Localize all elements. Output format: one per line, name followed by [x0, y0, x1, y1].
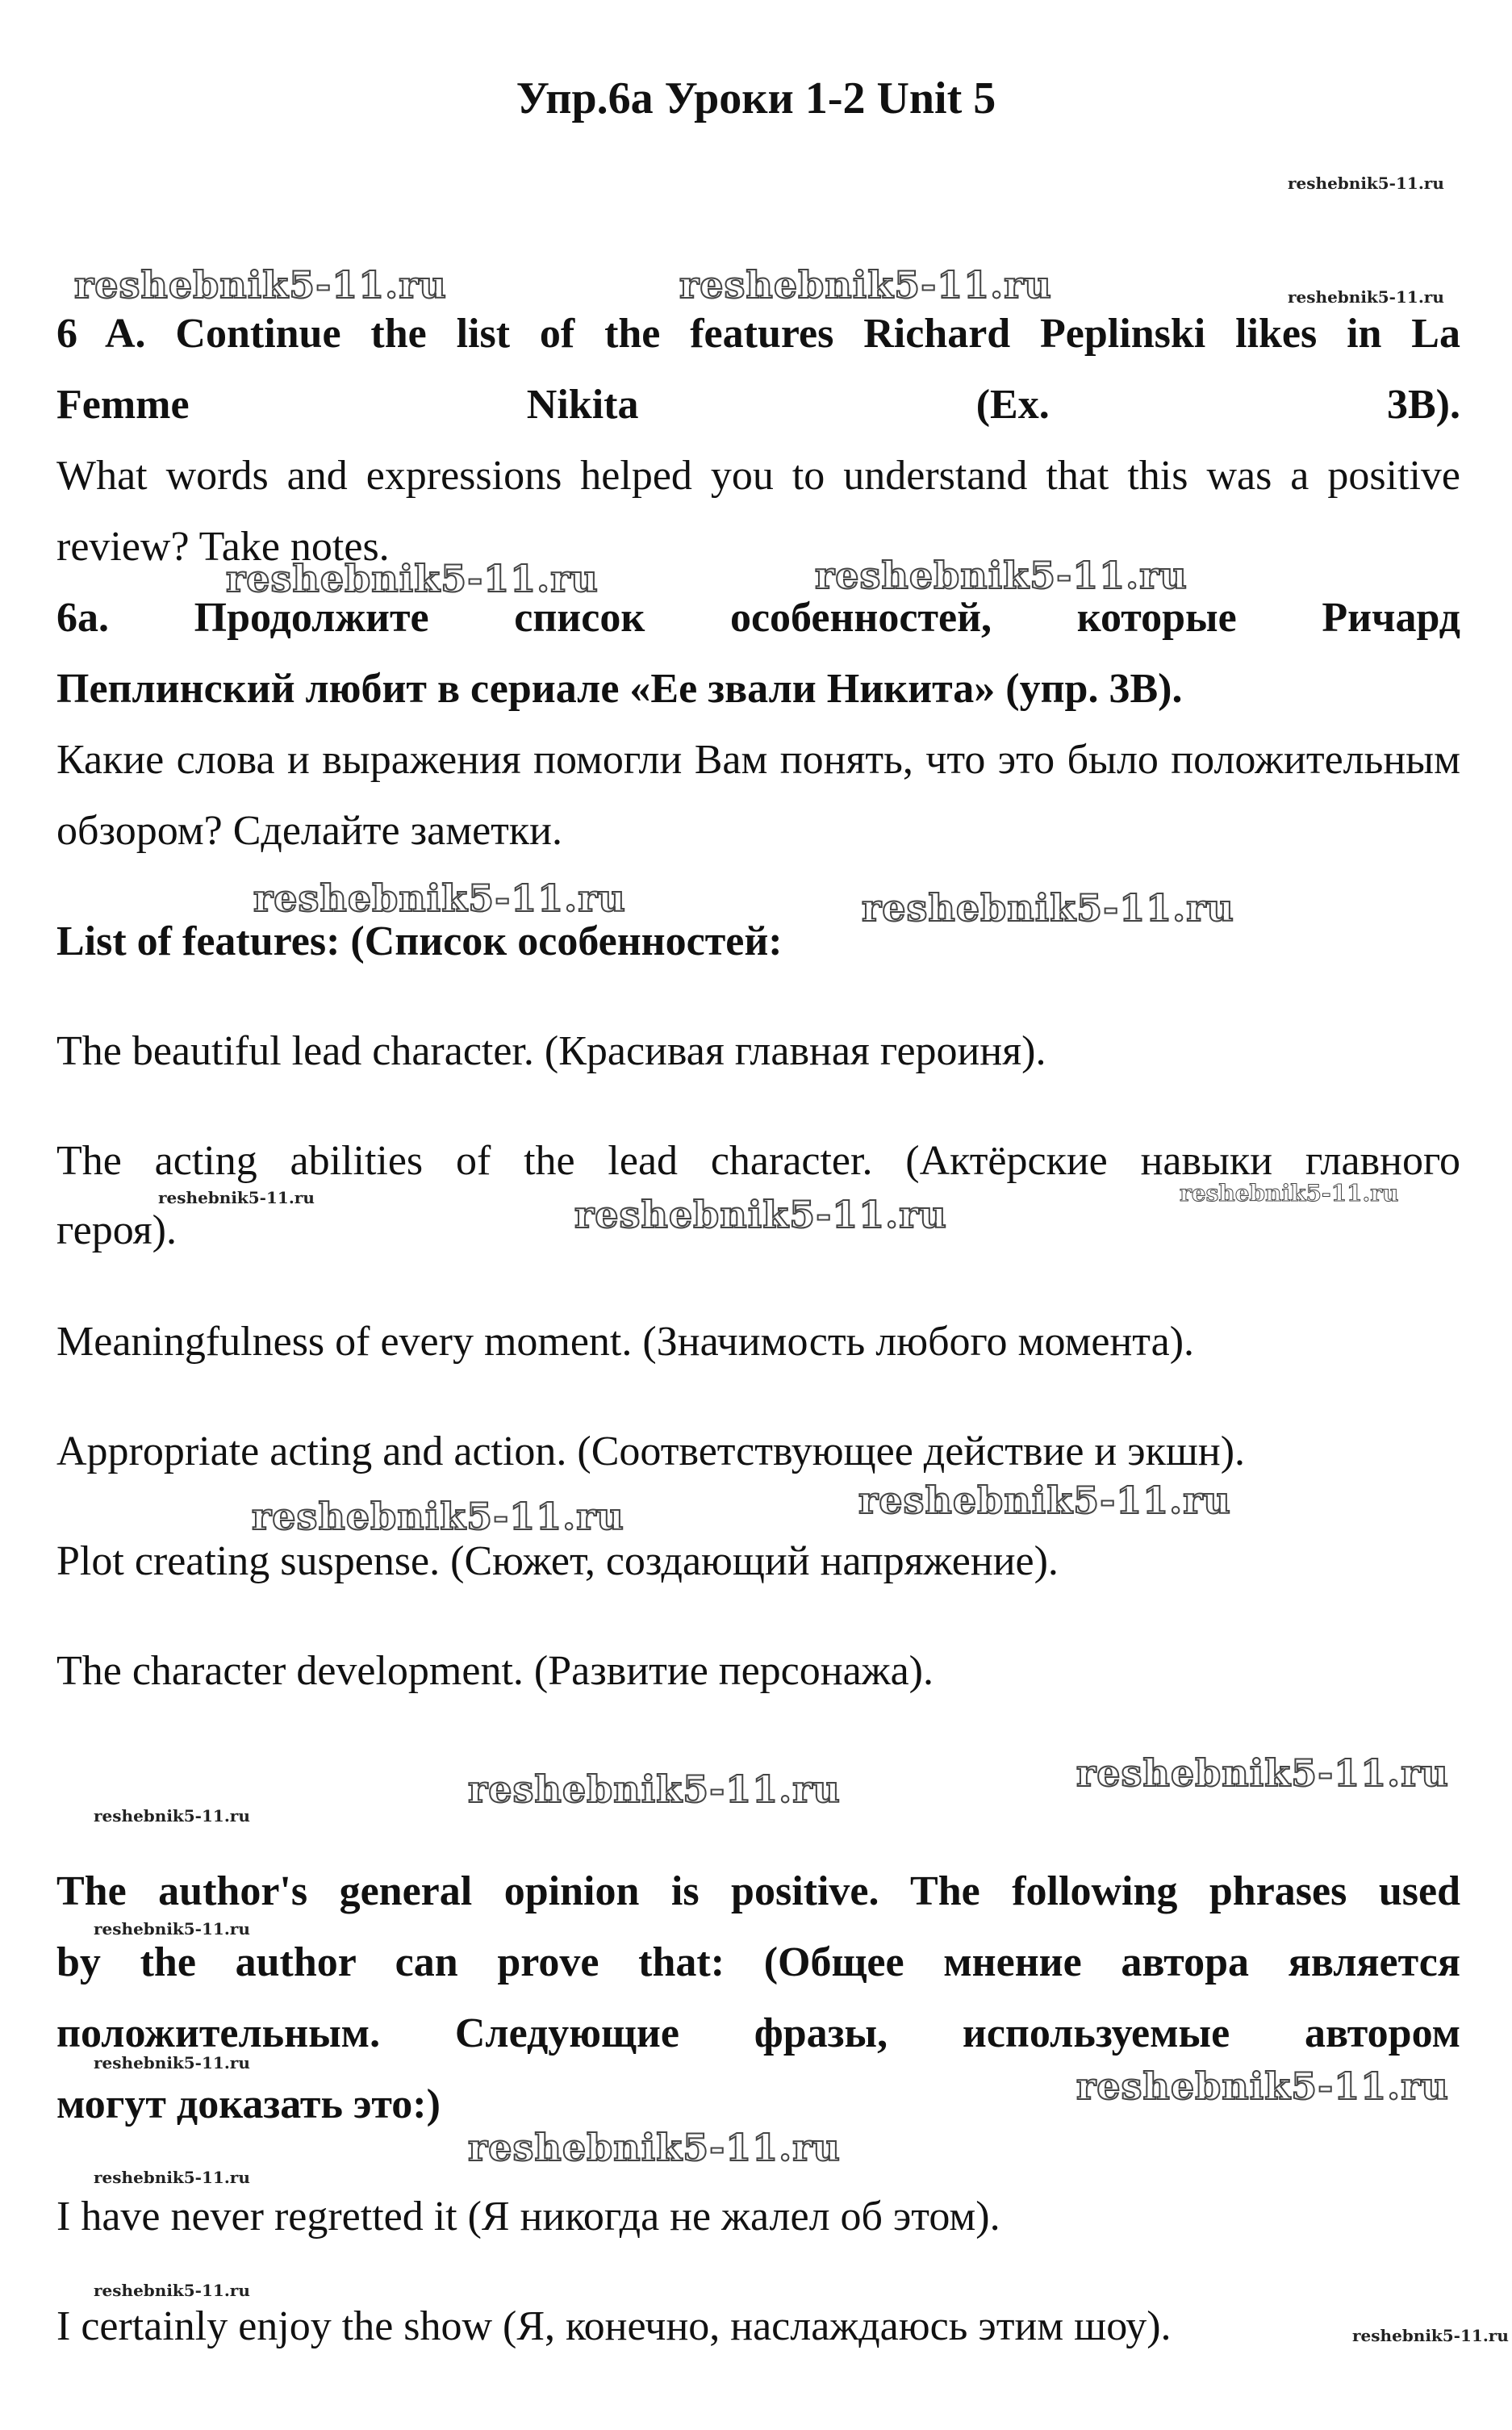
watermark: reshebnik5-11.ru	[94, 2281, 250, 2300]
task-ru-body: Какие слова и выражения помогли Вам понять, что это было положительным обзором? Сделайте заметки.	[56, 737, 1460, 854]
watermark: reshebnik5-11.ru	[94, 1919, 250, 1939]
watermark: reshebnik5-11.ru	[226, 557, 599, 600]
feature-item: Plot creating suspense. (Сюжет, создающий напряжение).	[56, 1538, 1059, 1584]
phrase-item: I certainly enjoy the show (Я, конечно, наслаждаюсь этим шоу).	[56, 2303, 1172, 2349]
feature-item: героя).	[56, 1207, 177, 1253]
watermark: reshebnik5-11.ru	[1288, 174, 1444, 193]
watermark: reshebnik5-11.ru	[252, 1495, 624, 1538]
task-en-heading-line2: Femme Nikita (Ex. 3B).	[56, 382, 1460, 428]
watermark: reshebnik5-11.ru	[74, 263, 447, 307]
watermark: reshebnik5-11.ru	[253, 876, 626, 920]
watermark: reshebnik5-11.ru	[815, 554, 1188, 597]
watermark: reshebnik5-11.ru	[858, 1478, 1231, 1522]
watermark: reshebnik5-11.ru	[1076, 1751, 1449, 1795]
watermark: reshebnik5-11.ru	[94, 2053, 250, 2072]
feature-item: The character development. (Развитие персонажа).	[56, 1648, 934, 1694]
feature-item: Meaningfulness of every moment. (Значимость любого момента).	[56, 1319, 1195, 1365]
watermark: reshebnik5-11.ru	[158, 1188, 315, 1207]
task-ru-heading-line1: 6а. Продолжите список особенностей, которые Ричард	[56, 595, 1460, 641]
watermark: reshebnik5-11.ru	[679, 263, 1052, 307]
task-ru-heading-line2: Пеплинский любит в сериале «Ее звали Никита» (упр. 3В).	[56, 666, 1183, 712]
feature-item: Appropriate acting and action. (Соответствующее действие и экшн).	[56, 1428, 1246, 1474]
watermark: reshebnik5-11.ru	[94, 2168, 250, 2187]
task-en-body: What words and expressions helped you to understand that this was a positive review? Take notes.	[56, 453, 1460, 570]
watermark: reshebnik5-11.ru	[1288, 287, 1444, 307]
feature-item: The beautiful lead character. (Красивая главная героиня).	[56, 1028, 1046, 1074]
opinion-line1: The author's general opinion is positive. The following phrases used	[56, 1868, 1460, 1914]
task-en-heading-line1: 6 A. Continue the list of the features Richard Peplinski likes in La	[56, 311, 1460, 357]
page-title: Упр.6а Уроки 1-2 Unit 5	[516, 73, 996, 123]
watermark: reshebnik5-11.ru	[468, 1767, 841, 1811]
watermark: reshebnik5-11.ru	[94, 1806, 250, 1826]
opinion-line4: могут доказать это:)	[56, 2081, 441, 2127]
watermark: reshebnik5-11.ru	[574, 1193, 947, 1236]
features-heading: List of features: (Список особенностей:	[56, 918, 783, 964]
watermark: reshebnik5-11.ru	[1076, 2064, 1449, 2108]
phrase-item: I have never regretted it (Я никогда не жалел об этом).	[56, 2194, 1000, 2240]
watermark: reshebnik5-11.ru	[1180, 1180, 1399, 1207]
watermark: reshebnik5-11.ru	[1352, 2326, 1509, 2345]
feature-item: The acting abilities of the lead character. (Актёрские навыки главного	[56, 1138, 1460, 1184]
opinion-line3: положительным. Следующие фразы, используемые автором	[56, 2010, 1460, 2056]
watermark: reshebnik5-11.ru	[468, 2126, 841, 2169]
watermark: reshebnik5-11.ru	[862, 886, 1234, 930]
opinion-line2: by the author can prove that: (Общее мнение автора является	[56, 1939, 1460, 1985]
